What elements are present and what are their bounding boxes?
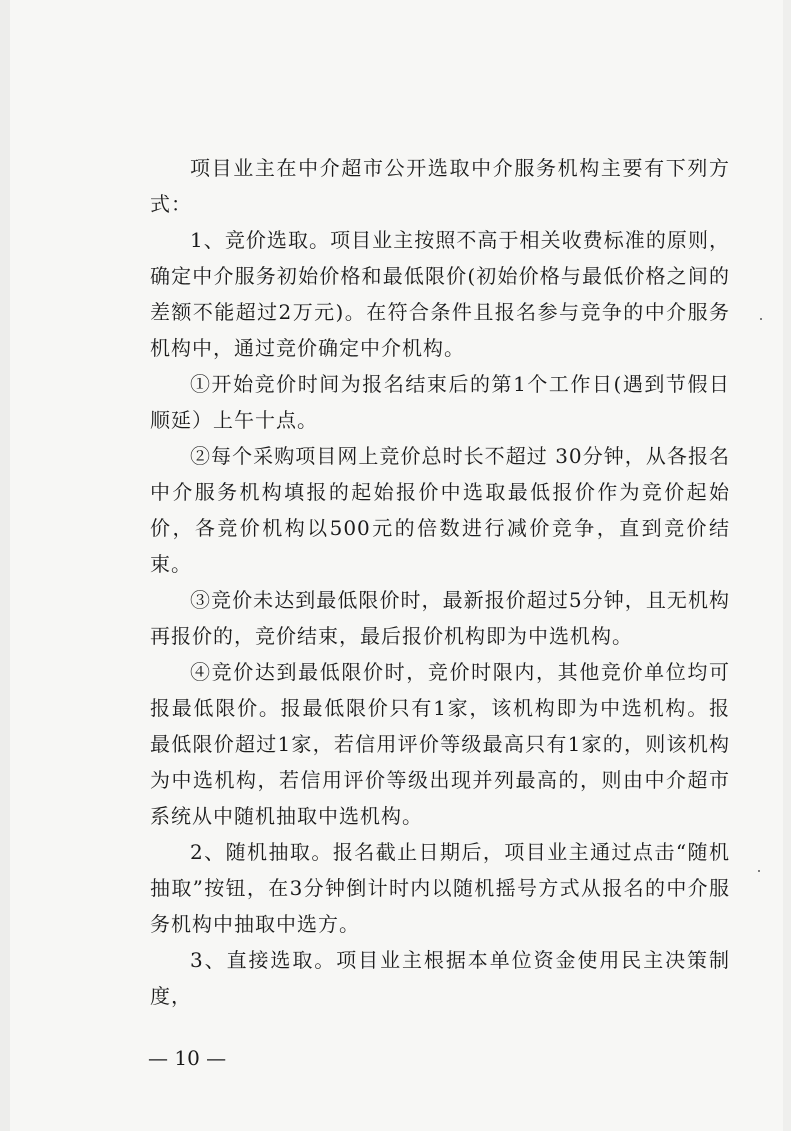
paragraph-direct-selection: 3、直接选取。项目业主根据本单位资金使用民主决策制度， bbox=[150, 948, 730, 1008]
page-number-text: — 10 — bbox=[148, 1046, 227, 1070]
paragraph-bidding-duration: ②每个采购项目网上竞价总时长不超过 30分钟，从各报名中介服务机构填报的起始报价中选取最低报价作为竞价起始价，各竞价机构以500元的倍数进行减价竞争，直到竞价结束。 bbox=[150, 444, 730, 576]
paragraph-bidding-start-time: ①开始竞价时间为报名结束后的第1个工作日(遇到节假日顺延）上午十点。 bbox=[150, 372, 730, 432]
paragraph-intro: 项目业主在中介超市公开选取中介服务机构主要有下列方式： bbox=[150, 156, 730, 216]
paragraph-random-selection: 2、随机抽取。报名截止日期后，项目业主通过点击“随机抽取”按钮，在3分钟倒计时内以随机摇号方式从报名的中介服务机构中抽取中选方。 bbox=[150, 840, 730, 936]
paragraph-bidding-end-condition: ③竞价未达到最低限价时，最新报价超过5分钟，且无机构再报价的，竞价结束，最后报价机构即为中选机构。 bbox=[150, 588, 730, 648]
scan-speck bbox=[758, 870, 760, 872]
paragraph-lowest-price-rule: ④竞价达到最低限价时，竞价时限内，其他竞价单位均可报最低限价。报最低限价只有1家，该机构即为中选机构。报最低限价超过1家，若信用评价等级最高只有1家的，则该机构为中选机构，若信用评价等级出现并列最高的，则由中介超市系统从中随机抽取中选机构。 bbox=[150, 660, 730, 828]
paragraph-bidding-selection: 1、竞价选取。项目业主按照不高于相关收费标准的原则，确定中介服务初始价格和最低限价(初始价格与最低价格之间的差额不能超过2万元)。在符合条件且报名参与竞争的中介服务机构中，通过竞价确定中介机构。 bbox=[150, 228, 730, 360]
scan-speck bbox=[760, 318, 762, 320]
document-body bbox=[150, 150, 730, 1014]
